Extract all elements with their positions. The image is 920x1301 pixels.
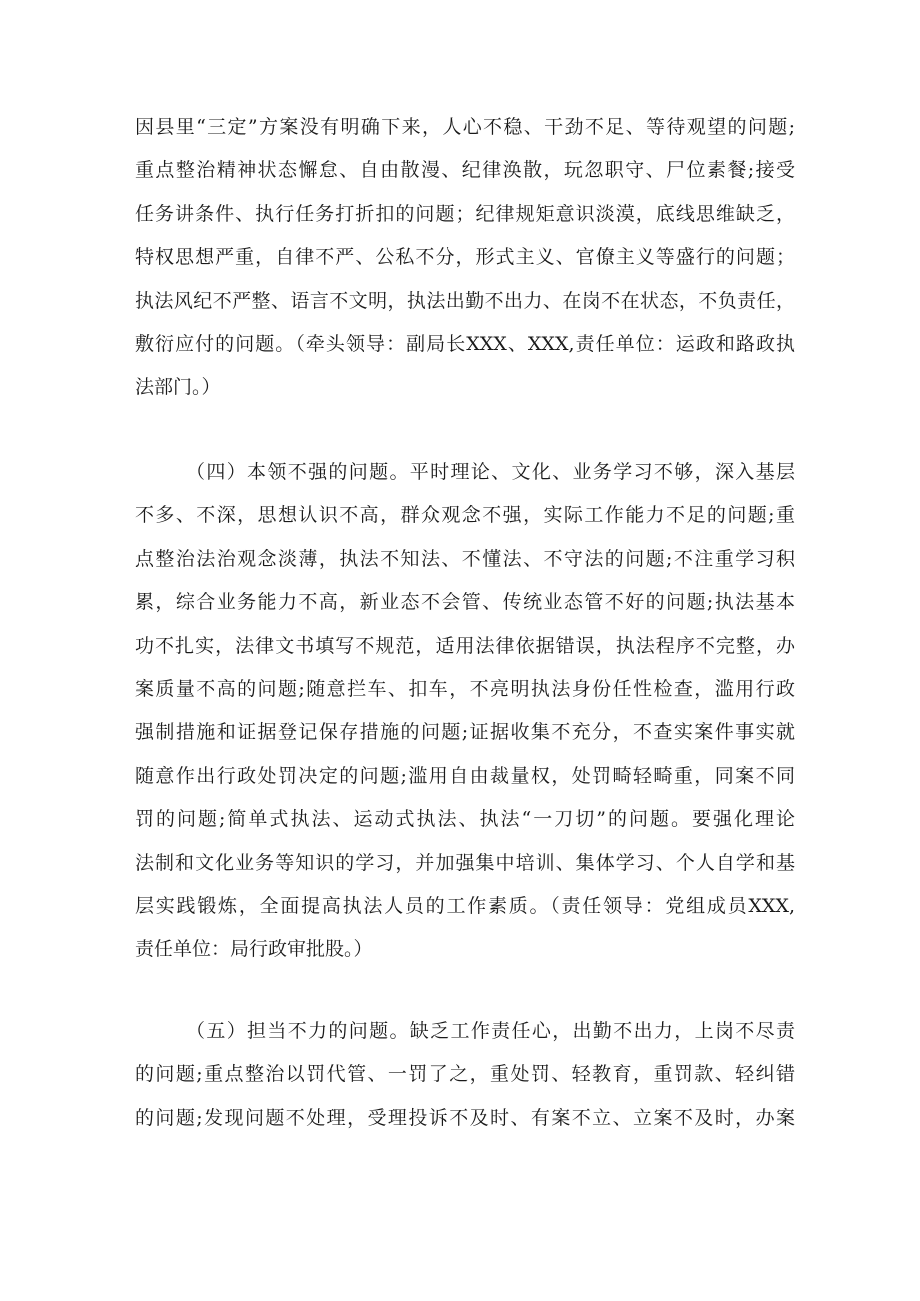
text-line: 层实践锻炼，全面提高执法人员的工作素质。（责任领导：党组成员XXX,: [135, 894, 795, 917]
text-line: 任务讲条件、执行任务打折扣的问题；纪律规矩意识淡漠，底线思维缺乏，: [135, 202, 795, 225]
text-line: 重点整治精神状态懈怠、自由散漫、纪律涣散，玩忽职守、尸位素餐;接受: [135, 159, 795, 182]
text-line: 随意作出行政处罚决定的问题;滥用自由裁量权，处罚畸轻畸重，同案不同: [135, 764, 795, 787]
text-line: 的问题;发现问题不处理，受理投诉不及时、有案不立、立案不及时，办案: [135, 1106, 795, 1129]
text-line: 法制和文化业务等知识的学习，并加强集中培训、集体学习、个人自学和基: [135, 851, 795, 874]
paragraph-heading-line: （五）担当不力的问题。缺乏工作责任心，出勤不出力，上岗不尽责: [186, 1020, 795, 1042]
text-line: 因县里“三定”方案没有明确下来，人心不稳、干劲不足、等待观望的问题;: [135, 116, 795, 138]
text-line: 案质量不高的问题;随意拦车、扣车，不亮明执法身份任性检查，滥用行政: [135, 677, 795, 700]
paragraph-responsibility-issues: [135, 1010, 795, 1140]
text-line: 罚的问题;简单式执法、运动式执法、执法“一刀切”的问题。要强化理论: [135, 808, 795, 831]
text-line: 责任单位：局行政审批股。）: [135, 938, 373, 961]
text-line: 敷衍应付的问题。（牵头领导：副局长XXX、XXX,责任单位：运政和路政执: [135, 332, 795, 355]
text-line: 强制措施和证据登记保存措施的问题;证据收集不充分，不查实案件事实就: [135, 721, 795, 744]
text-line: 的问题;重点整治以罚代管、一罚了之，重处罚、轻教育，重罚款、轻纠错: [135, 1063, 795, 1086]
paragraph-ability-issues: [135, 451, 795, 972]
text-line: 累，综合业务能力不高，新业态不会管、传统业态管不好的问题;执法基本: [135, 591, 795, 614]
text-line: 不多、不深，思想认识不高，群众观念不强，实际工作能力不足的问题;重: [135, 504, 795, 527]
paragraph-heading-line: （四）本领不强的问题。平时理论、文化、业务学习不够，深入基层: [186, 461, 795, 483]
text-line: 执法风纪不严整、语言不文明，执法出勤不出力、在岗不在状态，不负责任，: [135, 289, 795, 312]
paragraph-discipline-issues: [135, 106, 795, 410]
text-line: 法部门。）: [135, 376, 221, 399]
text-line: 点整治法治观念淡薄，执法不知法、不懂法、不守法的问题;不注重学习积: [135, 547, 795, 570]
text-line: 特权思想严重，自律不严、公私不分，形式主义、官僚主义等盛行的问题；: [135, 246, 795, 269]
text-line: 功不扎实，法律文书填写不规范，适用法律依据错误，执法程序不完整，办: [135, 634, 795, 657]
